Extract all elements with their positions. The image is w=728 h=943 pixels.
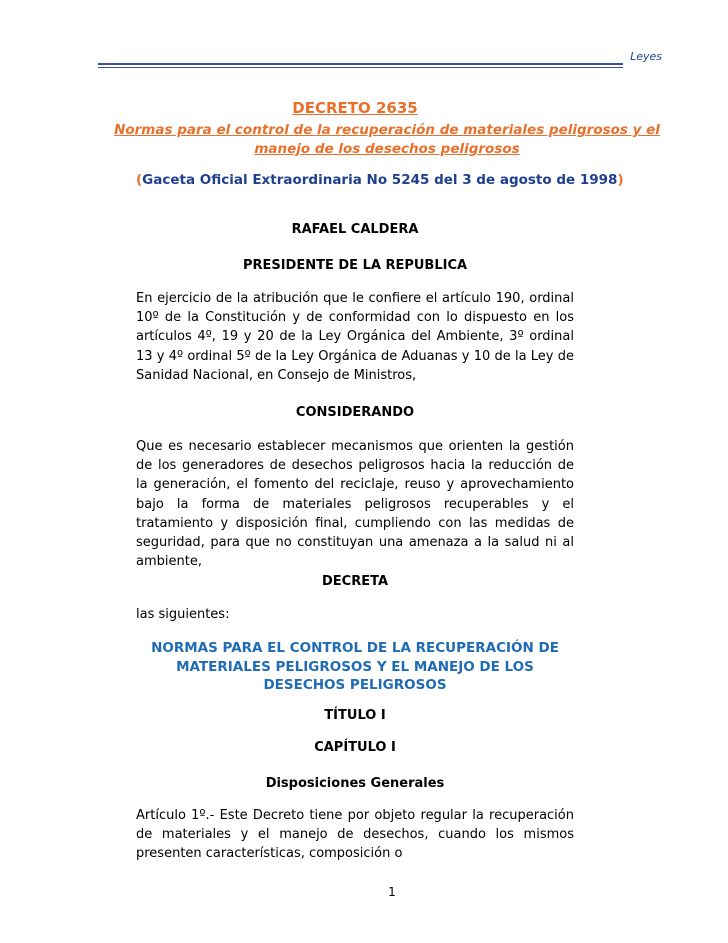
gazette-close-paren: ) xyxy=(617,172,624,188)
norms-heading: NORMAS PARA EL CONTROL DE LA RECUPERACIÓN DE MATERIALES PELIGROSOS Y EL MANEJO DE LOS DESECHOS PELIGROSOS xyxy=(151,640,559,693)
gazette-open-paren: ( xyxy=(136,172,143,188)
header-rule-bottom xyxy=(98,67,623,68)
header-rule-top xyxy=(98,63,623,65)
document-title: DECRETO 2635 xyxy=(292,99,418,117)
header-label: Leyes xyxy=(630,50,662,63)
article-1-paragraph: Artículo 1º.- Este Decreto tiene por objeto regular la recuperación de materiales y el manejo de desechos, cuando los mismos presenten características, composición o xyxy=(136,808,574,862)
intro-paragraph: En ejercicio de la atribución que le confiere el artículo 190, ordinal 10º de la Constitución y de conformidad con lo dispuesto en los artículos 4º, 19 y 20 de la Ley Orgánica del Ambiente, 3º ordinal 13 y 4º ordinal 5º de la Ley Orgánica de Aduanas y 10 de la Ley de Sanidad Nacional, en Consejo de Ministros, xyxy=(136,291,574,383)
gazette-text: Gaceta Oficial Extraordinaria No 5245 del 3 de agosto de 1998 xyxy=(142,172,618,188)
president-title: PRESIDENTE DE LA REPUBLICA xyxy=(242,258,468,273)
gazette-reference xyxy=(136,172,656,188)
considerando-heading: CONSIDERANDO xyxy=(295,405,415,420)
decreta-heading: DECRETA xyxy=(321,574,389,589)
section-heading: Disposiciones Generales xyxy=(265,776,445,791)
decreta-text: las siguientes: xyxy=(136,607,230,622)
considerando-paragraph: Que es necesario establecer mecanismos que orienten la gestión de los generadores de desechos peligrosos hacia la reducción de la generación, el fomento del reciclaje, reuso y aprovechamiento bajo la forma de materiales peligrosos recuperables y el tratamiento y disposición final, cumpliendo con las medidas de seguridad, para que no constituyan una amenaza a la salud ni al ambiente, xyxy=(136,439,574,570)
page-number: 1 xyxy=(388,885,396,899)
titulo-heading: TÍTULO I xyxy=(324,708,386,723)
document-subtitle: Normas para el control de la recuperación de materiales peligrosos y el manejo de los desechos peligrosos xyxy=(114,122,660,157)
president-name: RAFAEL CALDERA xyxy=(291,222,419,237)
capitulo-heading: CAPÍTULO I xyxy=(314,740,396,755)
